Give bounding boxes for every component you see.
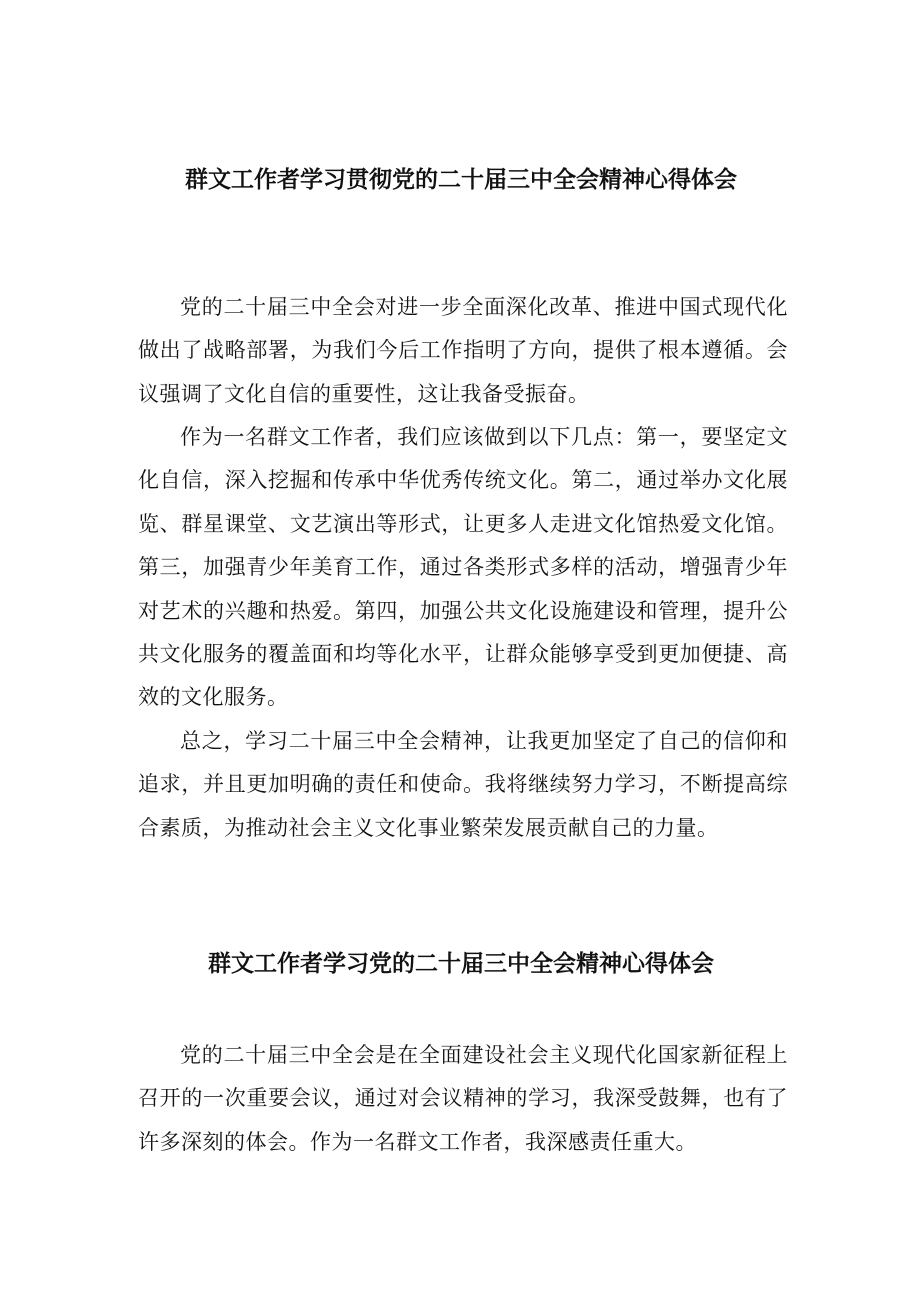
article-1-paragraph-1: 党的二十届三中全会对进一步全面深化改革、推进中国式现代化做出了战略部署，为我们今后工作指明了方向，提供了根本遵循。会议强调了文化自信的重要性，这让我备受振奋。 xyxy=(138,295,788,406)
article-1-paragraph-2: 作为一名群文工作者，我们应该做到以下几点：第一，要坚定文化自信，深入挖掘和传承中华优秀传统文化。第二，通过举办文化展览、群星课堂、文艺演出等形式，让更多人走进文化馆热爱文化馆。第三，加强青少年美育工作，通过各类形式多样的活动，增强青少年对艺术的兴趣和热爱。第四，加强公共文化设施建设和管理，提升公共文化服务的覆盖面和均等化水平，让群众能够享受到更加便捷、高效的文化服务。 xyxy=(138,425,788,710)
article-1-paragraph-3: 总之，学习二十届三中全会精神，让我更加坚定了自己的信仰和追求，并且更加明确的责任和使命。我将继续努力学习，不断提高综合素质，为推动社会主义文化事业繁荣发展贡献自己的力量。 xyxy=(138,729,788,840)
article-2-title: 群文工作者学习党的二十届三中全会精神心得体会 xyxy=(208,951,714,977)
article-1-title: 群文工作者学习贯彻党的二十届三中全会精神心得体会 xyxy=(185,167,737,193)
article-2-paragraph-1: 党的二十届三中全会是在全面建设社会主义现代化国家新征程上召开的一次重要会议，通过对会议精神的学习，我深受鼓舞，也有了许多深刻的体会。作为一名群文工作者，我深感责任重大。 xyxy=(138,1043,788,1154)
